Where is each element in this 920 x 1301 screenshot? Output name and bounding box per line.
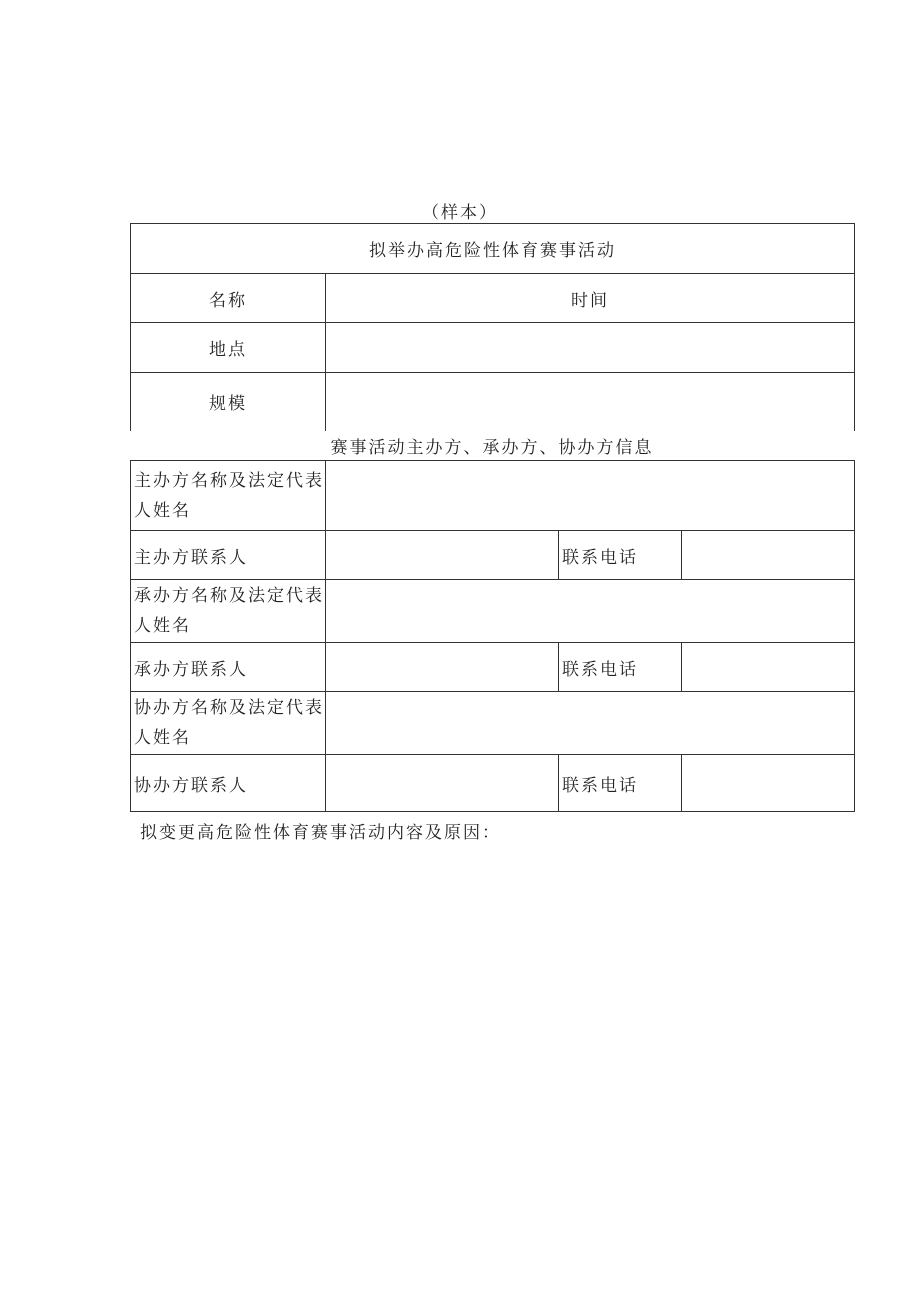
co-organizer-contact-label: 协办方联系人 xyxy=(131,755,326,812)
activity-table-title: 拟举办高危险性体育赛事活动 xyxy=(131,224,855,274)
organizer-phone-label: 联系电话 xyxy=(559,643,682,692)
organizers-table xyxy=(130,460,855,812)
activity-table xyxy=(130,223,855,431)
scale-input[interactable] xyxy=(326,373,855,431)
organizers-caption: 赛事活动主办方、承办方、协办方信息 xyxy=(330,438,654,458)
scale-label: 规模 xyxy=(131,373,326,431)
host-contact-input[interactable] xyxy=(326,531,559,580)
name-label: 名称 xyxy=(131,274,326,323)
host-contact-label: 主办方联系人 xyxy=(131,531,326,580)
location-label: 地点 xyxy=(131,323,326,373)
change-note-label: 拟变更高危险性体育赛事活动内容及原因： xyxy=(140,823,501,843)
co-organizer-name-input[interactable] xyxy=(326,692,855,755)
host-name-input[interactable] xyxy=(326,461,855,531)
organizer-contact-input[interactable] xyxy=(326,643,559,692)
co-organizer-phone-label: 联系电话 xyxy=(559,755,682,812)
sample-label: （样本） xyxy=(422,203,498,223)
time-label: 时间 xyxy=(326,274,855,323)
organizer-contact-label: 承办方联系人 xyxy=(131,643,326,692)
co-organizer-name-label: 协办方名称及法定代表人姓名 xyxy=(131,692,326,755)
co-organizer-phone-input[interactable] xyxy=(682,755,855,812)
location-input[interactable] xyxy=(326,323,855,373)
organizer-phone-input[interactable] xyxy=(682,643,855,692)
host-phone-label: 联系电话 xyxy=(559,531,682,580)
co-organizer-contact-input[interactable] xyxy=(326,755,559,812)
host-name-label: 主办方名称及法定代表人姓名 xyxy=(131,461,326,531)
host-phone-input[interactable] xyxy=(682,531,855,580)
organizer-name-input[interactable] xyxy=(326,580,855,643)
organizer-name-label: 承办方名称及法定代表人姓名 xyxy=(131,580,326,643)
